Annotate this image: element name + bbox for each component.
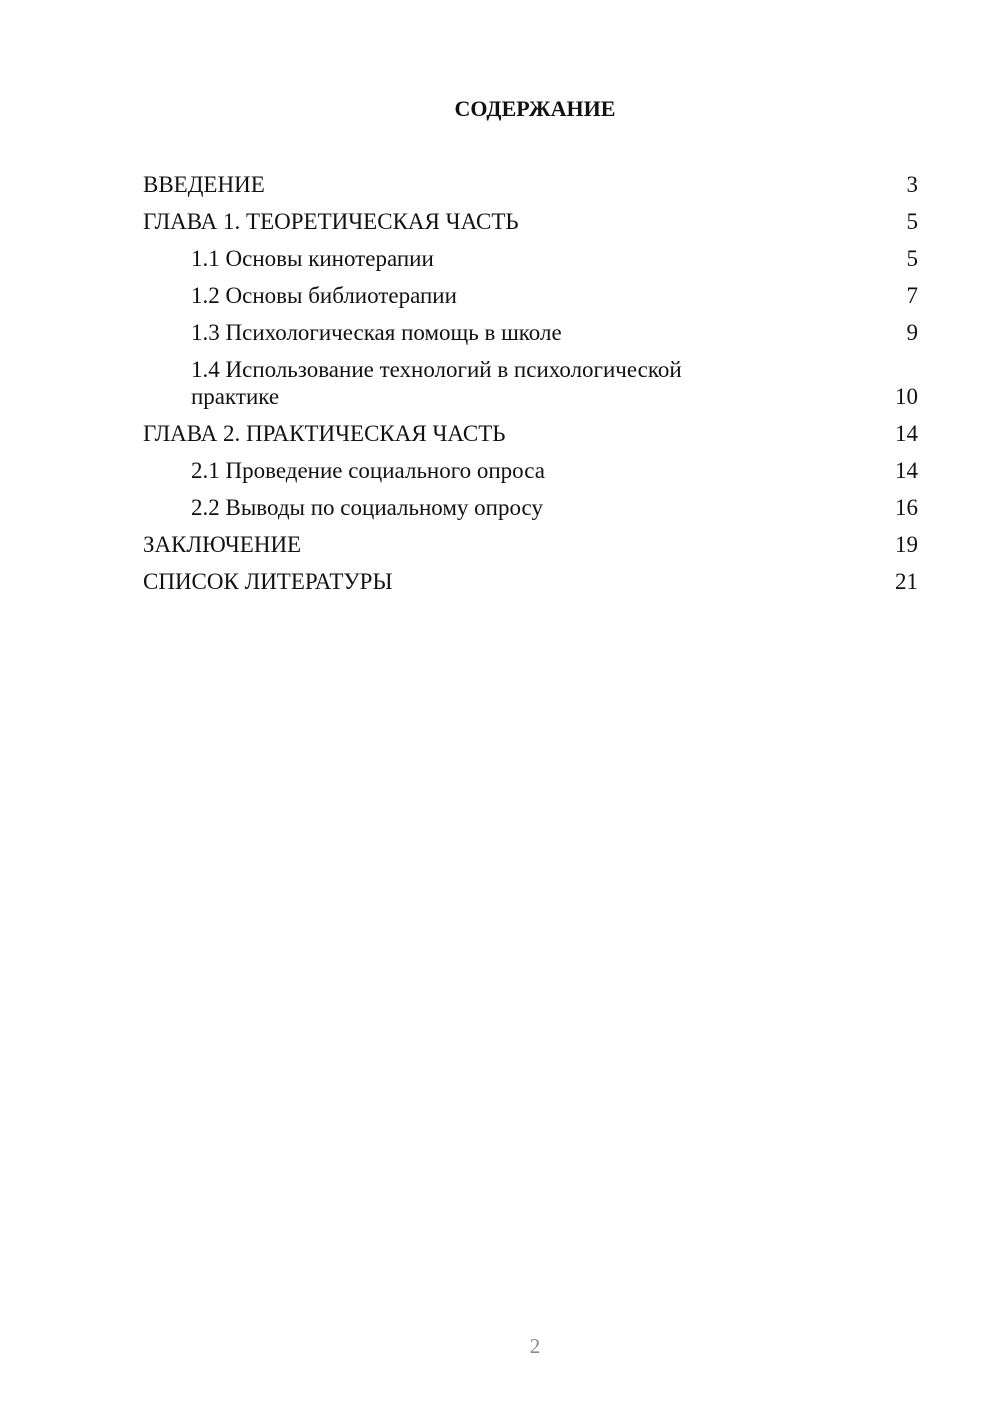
- toc-entry-label: ЗАКЛЮЧЕНИЕ: [143, 532, 302, 557]
- toc-entry-conclusion: [143, 526, 918, 563]
- table-of-contents: [143, 166, 918, 600]
- toc-entry-label: 1.3 Психологическая помощь в школе: [191, 320, 562, 345]
- toc-entry-1-2: [143, 277, 918, 314]
- toc-entry-page: 5: [906, 246, 918, 271]
- toc-entry-label: ВВЕДЕНИЕ: [143, 172, 265, 197]
- page-number: 2: [529, 1334, 541, 1358]
- toc-entry-label: ГЛАВА 1. ТЕОРЕТИЧЕСКАЯ ЧАСТЬ: [143, 209, 519, 234]
- toc-entry-1-3: [143, 314, 918, 351]
- toc-entry-page: 3: [906, 172, 918, 197]
- toc-entry-2-1: [143, 452, 918, 489]
- toc-entry-page: 9: [906, 320, 918, 345]
- toc-entry-chapter-1: [143, 203, 918, 240]
- toc-entry-page: 21: [895, 569, 918, 594]
- toc-entry-chapter-2: [143, 415, 918, 452]
- toc-entry-page: 10: [895, 384, 918, 409]
- toc-entry-page: 7: [906, 283, 918, 308]
- page-title: СОДЕРЖАНИЕ: [454, 96, 616, 121]
- toc-entry-page: 14: [895, 458, 918, 483]
- toc-entry-references: [143, 563, 918, 600]
- toc-entry-introduction: [143, 166, 918, 203]
- toc-entry-label: 1.1 Основы кинотерапии: [191, 246, 434, 271]
- toc-entry-page: 19: [895, 532, 918, 557]
- toc-entry-page: 14: [895, 421, 918, 446]
- toc-entry-label: 1.4 Использование технологий в психологической практике: [191, 357, 682, 409]
- toc-entry-label: ГЛАВА 2. ПРАКТИЧЕСКАЯ ЧАСТЬ: [143, 421, 506, 446]
- toc-entry-label: 2.2 Выводы по социальному опросу: [191, 495, 543, 520]
- toc-entry-page: 16: [895, 495, 918, 520]
- toc-entry-label: СПИСОК ЛИТЕРАТУРЫ: [143, 569, 393, 594]
- toc-entry-label: 2.1 Проведение социального опроса: [191, 458, 545, 483]
- toc-entry-2-2: [143, 489, 918, 526]
- toc-entry-label: 1.2 Основы библиотерапии: [191, 283, 457, 308]
- toc-entry-page: 5: [906, 209, 918, 234]
- toc-entry-1-1: [143, 240, 918, 277]
- toc-entry-1-4: [143, 351, 918, 415]
